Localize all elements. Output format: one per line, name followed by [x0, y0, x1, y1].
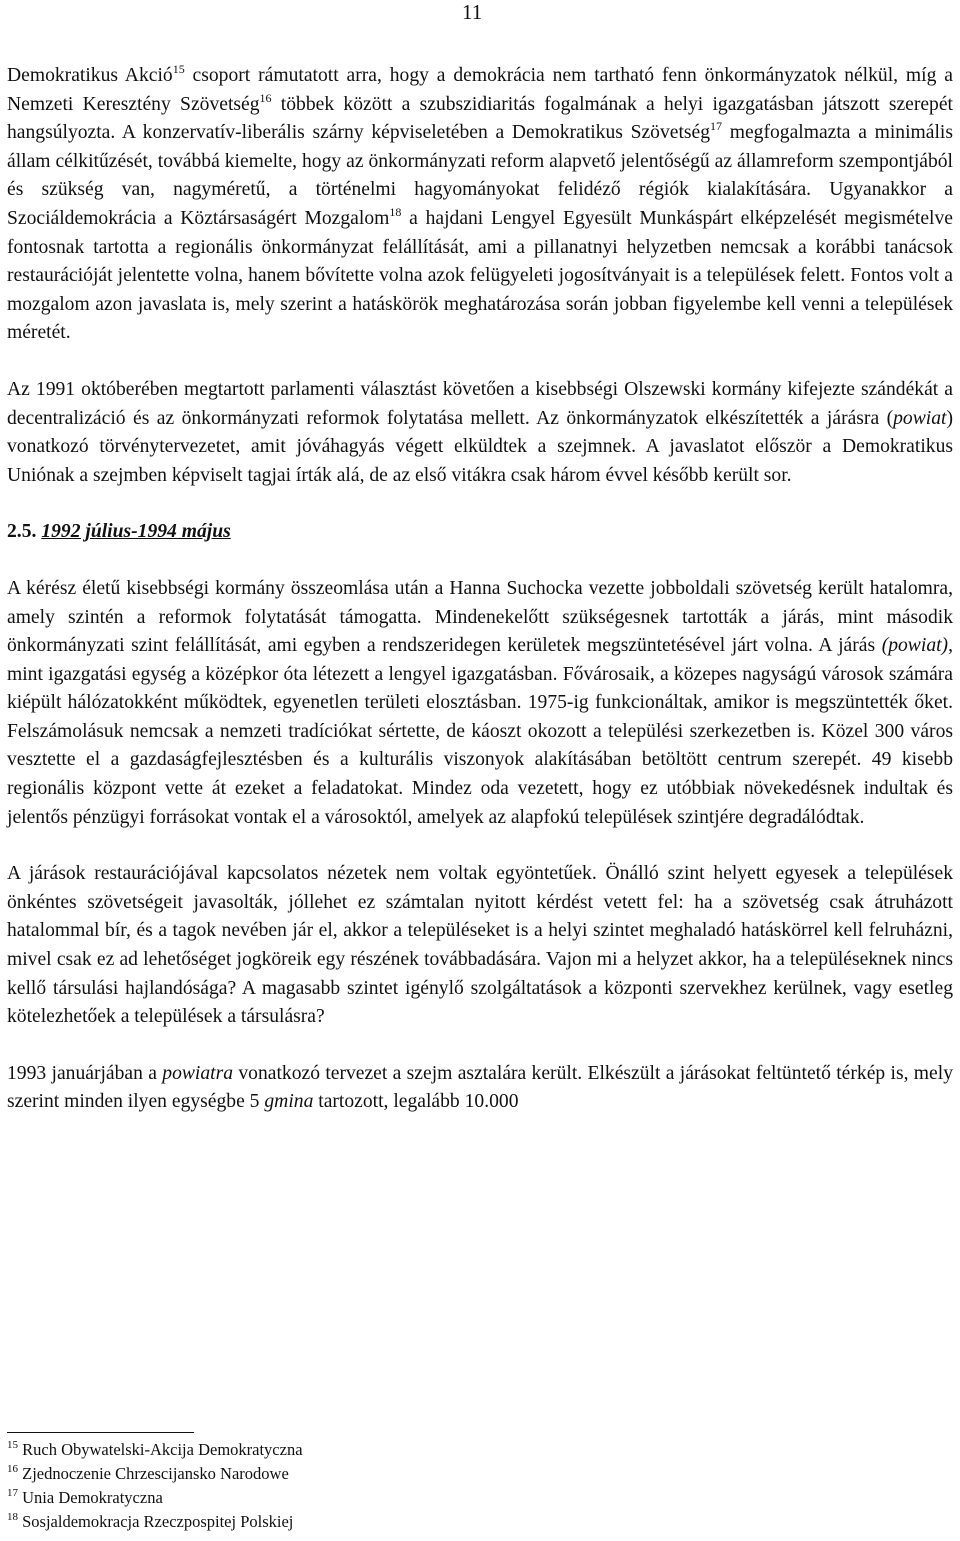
page-number: 11 — [462, 0, 483, 24]
footnote-ref-15: 15 — [172, 62, 185, 76]
footnote-18 — [7, 1510, 303, 1534]
text-run: A kérész életű kisebbségi kormány összeomlása után a Hanna Suchocka vezette jobboldali szövetség került hatalomra, amely szintén a reformok folytatását támogatta. Mindenekelőtt szükségesnek tartották a járás, mint második önkormányzati szint felállítását, ami egyben a rendszeridegen kerületek megszüntetésével járt volna. A járás — [7, 577, 953, 657]
paragraph-4: A járások restaurációjával kapcsolatos nézetek nem voltak egyöntetűek. Önálló szint helyett egyesek a települések önkéntes szövetségeit javasolták, jóllehet ez számtalan nyitott kérdést vetett fel: ha a szövetség csak átruházott hatalommal bír, és a tagok nevében jár el, akkor a településeket is a helyi szintet meghaladó hatáskörrel kell felruházni, mivel csak ez ad lehetőséget jogköreik egy részének továbbadására. Vajon mi a helyzet akkor, ha a településeknek nincs kellő társulási hajlandósága? A magasabb szintet igénylő szolgáltatások a központi szervekhez kerülnek, vagy esetleg kötelezhetőek a települések a társulásra? — [7, 863, 953, 1028]
section-heading — [7, 518, 953, 547]
italic-term: powiatra — [162, 1062, 234, 1084]
text-run: , mint igazgatási egység a középkor óta létezett a lengyel igazgatásban. Fővárosaik, a közepes nagyságú városok számára kiépült hálózatokként működtek, egyenetlen területi elosztásban. 1975-ig funkcionáltak, amikor is megszüntették őket. Felszámolásuk nemcsak a nemzeti tradíciókat sértette, de káoszt okozott a települési szerkezetben is. Közel 300 város vesztette el a gazdaságfejlesztésben és a kulturális viszonyok alakításában betöltött centrum szerepét. 49 kisebb regionális központ vette át ezeket a feladatokat. Mindez oda vezetett, hogy ez utóbbiak növekedésnek indultak és jelentős pénzügyi forrásokat vontak el a városoktól, amelyek az alapfokú települések szintjére degradálódtak. — [7, 635, 953, 828]
paragraph-3 — [7, 575, 953, 832]
footnote-text: Zjednoczenie Chrzescijansko Narodowe — [22, 1464, 289, 1483]
section-number: 2.5. — [7, 521, 37, 543]
footnote-text: Unia Demokratyczna — [22, 1488, 163, 1507]
text-run: megfogalmazta a minimális állam célkitűzését, továbbá kiemelte, hogy az önkormányzati reform alapvető jelentőségű az államreform szempontjából és szükség van, nagyméretű, a történelmi hagyományokat felidéző régiók kialakítására. Ugyanakkor a Szociáldemokrácia a Köztársaságért Mozgalom — [7, 122, 953, 229]
footnote-number: 15 — [7, 1439, 18, 1451]
footnote-text: Ruch Obywatelski-Akcija Demokratyczna — [22, 1440, 303, 1459]
footnote-number: 16 — [7, 1463, 18, 1475]
footnote-ref-18: 18 — [389, 204, 402, 219]
footnote-number: 17 — [7, 1487, 18, 1499]
footnote-16 — [7, 1462, 303, 1486]
text-run: Demokratikus Akció — [7, 65, 173, 86]
text-run: ) vonatkozó törvénytervezetet, amit jóváhagyás végett elküldtek a szejmnek. A javaslatot először a Demokratikus Uniónak a szejmben képviselt tagjai írták alá, de az első vitákra csak három évvel később került sor. — [7, 407, 953, 486]
paragraph-5 — [7, 1060, 953, 1117]
footnote-ref-17: 17 — [710, 119, 723, 134]
text-run: vonatkozó tervezet a szejm asztalára került. Elkészült a járásokat feltüntető térkép is, mely szerint minden ilyen egységbe 5 — [7, 1062, 953, 1113]
main-text — [7, 62, 953, 1117]
footnote-number: 18 — [7, 1511, 18, 1523]
footnote-15 — [7, 1438, 303, 1462]
text-run: többek között a szubszidiaritás fogalmának a helyi igazgatásban játszott szerepét hangsúlyozta. A konzervatív-liberális szárny képviseletében a Demokratikus Szövetség — [7, 93, 953, 144]
footnote-separator — [7, 1432, 194, 1433]
footnotes — [7, 1438, 303, 1534]
text-run: 1993 januárjában a — [7, 1062, 163, 1084]
paragraph-2 — [7, 376, 953, 490]
footnote-text: Sosjaldemokracja Rzeczpospitej Polskiej — [22, 1512, 294, 1531]
italic-term: (powiat) — [881, 635, 949, 657]
text-run: tartozott, legalább 10.000 — [313, 1091, 519, 1113]
text-run: a hajdani Lengyel Egyesült Munkáspárt elképzelését megismételve fontosnak tartotta a regionális önkormányzat felállítását, ami a pillanatnyi helyzetben nemcsak a korábbi tanácsok restaurációját jelentette volna, hanem bővítette volna azok felügyeleti jogosítványait is a települések felett. Fontos volt a mozgalom azon javaslata is, mely szerint a hatáskörök meghatározása során jobban figyelembe kell venni a települések méretét. — [7, 207, 953, 344]
section-title: 1992 július-1994 május — [41, 521, 231, 543]
italic-term: powiat — [893, 407, 947, 429]
footnote-17 — [7, 1486, 303, 1510]
italic-term: gmina — [264, 1091, 314, 1113]
footnote-ref-16: 16 — [259, 90, 272, 105]
paragraph-1 — [7, 62, 953, 348]
text-run: csoport rámutatott arra, hogy a demokrácia nem tartható fenn önkormányzatok nélkül, míg a Nemzeti Keresztény Szövetség — [7, 65, 953, 115]
text-run: Az 1991 októberében megtartott parlamenti választást követően a kisebbségi Olszewski kormány kifejezte szándékát a decentralizáció és az önkormányzati reformok folytatása mellett. Az önkormányzatok elkészítették a járásra ( — [7, 378, 953, 429]
